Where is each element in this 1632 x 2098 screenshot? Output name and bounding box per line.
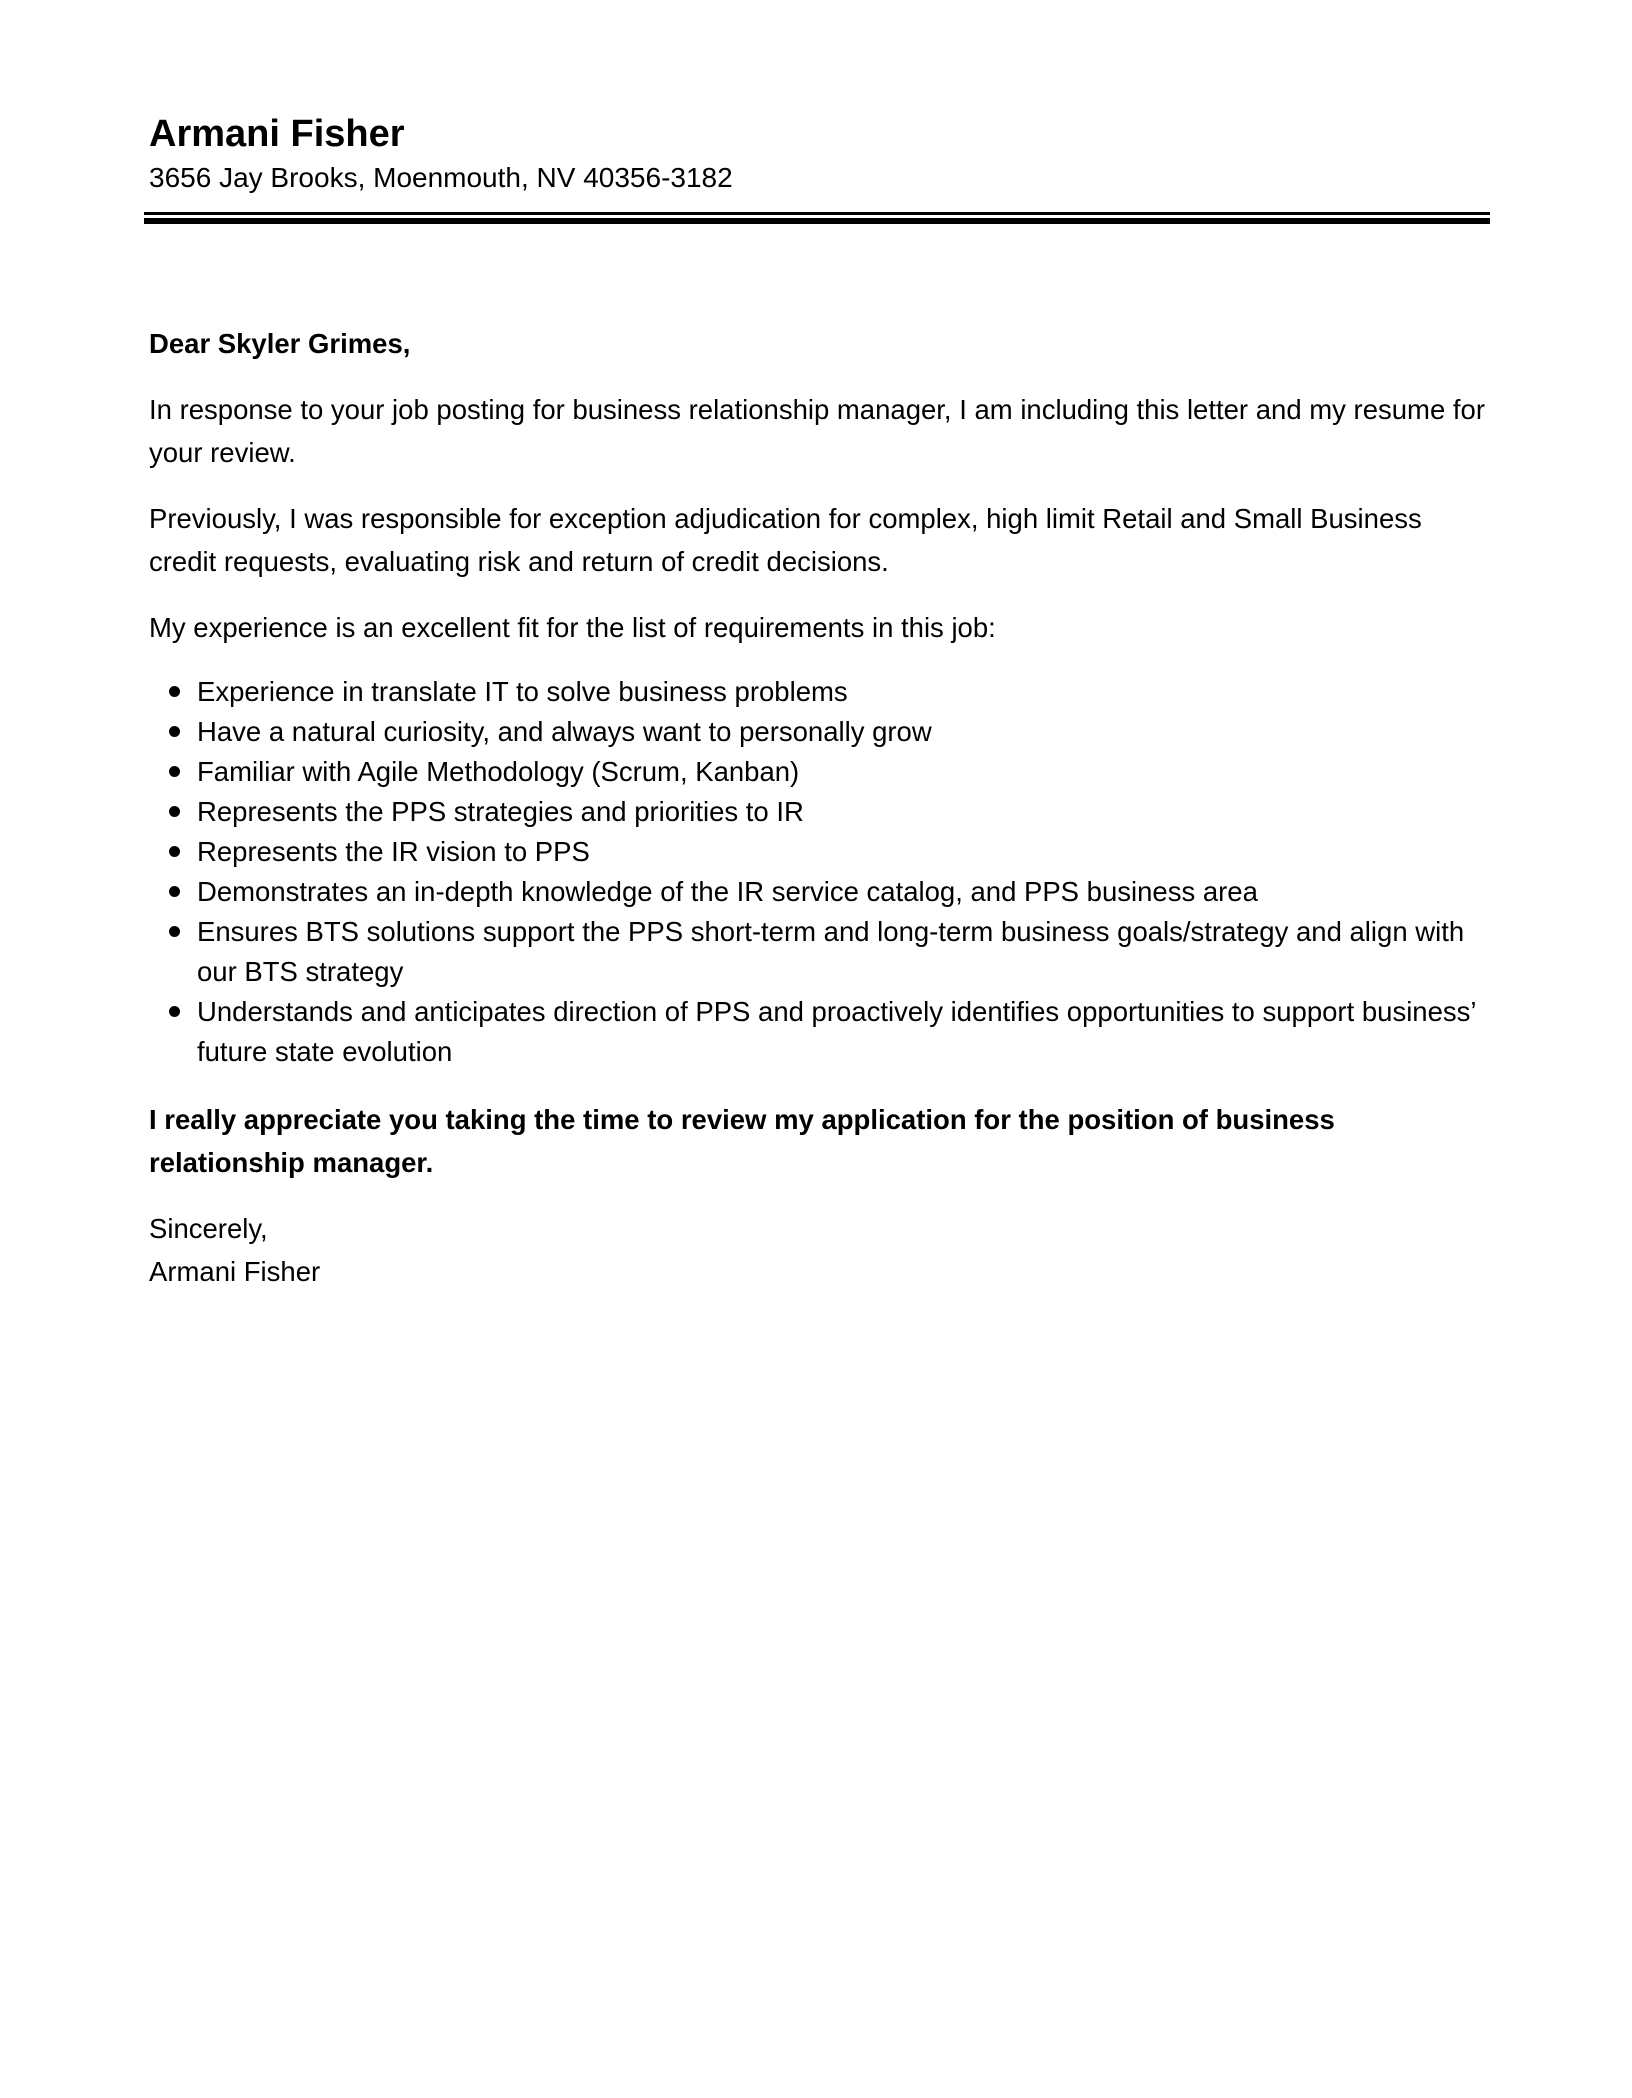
- list-item-text: Understands and anticipates direction of PPS and proactively identifies opportunities to support business’ future state evolution: [197, 996, 1476, 1067]
- sender-name: Armani Fisher: [149, 113, 405, 155]
- list-item-text: Represents the PPS strategies and priorities to IR: [197, 796, 804, 827]
- bullet-icon: [169, 886, 180, 897]
- bullet-icon: [169, 766, 180, 777]
- signature-name: Armani Fisher: [149, 1256, 321, 1287]
- header-divider: [144, 212, 1490, 224]
- list-item-text: Experience in translate IT to solve business problems: [197, 676, 848, 707]
- bullet-icon: [169, 846, 180, 857]
- list-item: [149, 832, 1489, 872]
- list-item: [149, 992, 1489, 1072]
- bullet-icon: [169, 686, 180, 697]
- intro-paragraph: In response to your job posting for business relationship manager, I am including this letter and my resume for your review.: [149, 394, 1485, 468]
- letter-header: [149, 110, 1489, 198]
- closing-paragraph: I really appreciate you taking the time to review my application for the position of business relationship manager.: [149, 1104, 1335, 1178]
- bullet-icon: [169, 726, 180, 737]
- list-item-text: Have a natural curiosity, and always want to personally grow: [197, 716, 932, 747]
- sender-address: 3656 Jay Brooks, Moenmouth, NV 40356-3182: [149, 162, 733, 193]
- requirements-intro: My experience is an excellent fit for the list of requirements in this job:: [149, 612, 996, 643]
- list-item: [149, 672, 1489, 712]
- header-divider-thick-line: [144, 218, 1490, 224]
- list-item-text: Ensures BTS solutions support the PPS short-term and long-term business goals/strategy and align with our BTS strategy: [197, 916, 1465, 987]
- experience-paragraph: Previously, I was responsible for exception adjudication for complex, high limit Retail and Small Business credit requests, evaluating risk and return of credit decisions.: [149, 503, 1422, 577]
- list-item-text: Represents the IR vision to PPS: [197, 836, 590, 867]
- signoff: Sincerely,: [149, 1213, 268, 1244]
- salutation: Dear Skyler Grimes,: [149, 328, 411, 359]
- bullet-icon: [169, 806, 180, 817]
- list-item-text: Familiar with Agile Methodology (Scrum, Kanban): [197, 756, 800, 787]
- requirements-list: [149, 672, 1489, 1072]
- list-item: [149, 792, 1489, 832]
- list-item: [149, 912, 1489, 992]
- list-item: [149, 712, 1489, 752]
- header-divider-thin-line: [144, 212, 1490, 215]
- list-item: [149, 752, 1489, 792]
- bullet-icon: [169, 926, 180, 937]
- bullet-icon: [169, 1006, 180, 1017]
- list-item-text: Demonstrates an in-depth knowledge of the IR service catalog, and PPS business area: [197, 876, 1258, 907]
- letter-body: [149, 322, 1489, 1293]
- list-item: [149, 872, 1489, 912]
